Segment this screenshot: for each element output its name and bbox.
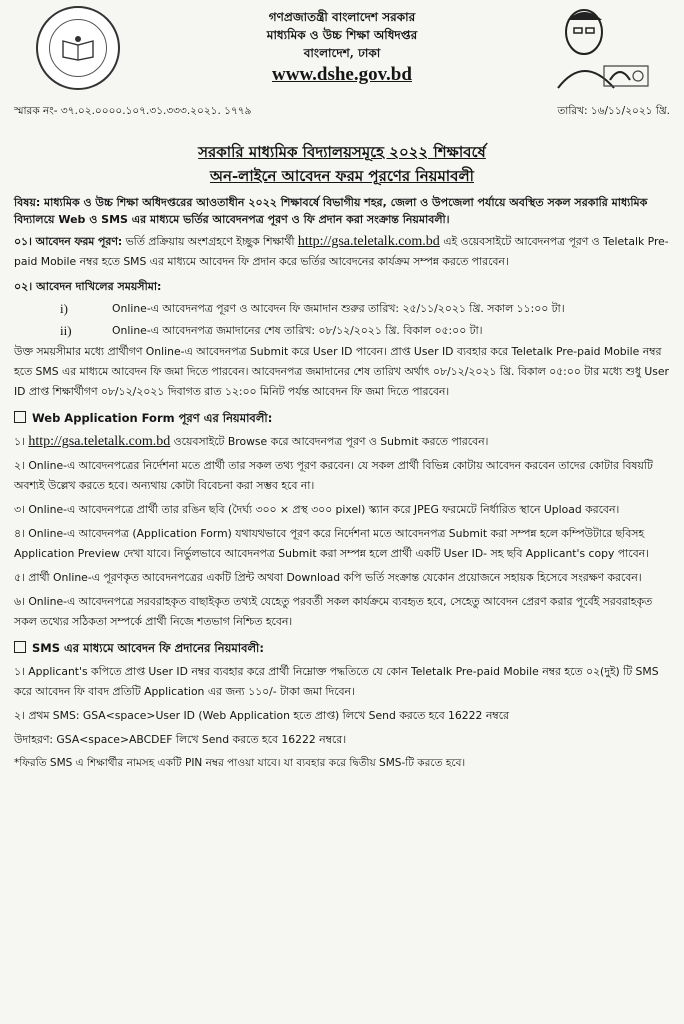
section-1 (14, 232, 670, 272)
title-line-2: অন-লাইনে আবেদন ফরম পূরণের নিয়মাবলী (210, 167, 474, 185)
section-1-text-a: ভর্তি প্রক্রিয়ায় অংশগ্রহণে ইচ্ছুক শিক্ষার্থী (125, 235, 295, 248)
memo-number: স্মারক নং- ৩৭.০২.০০০০.১০৭.৩১.৩৩৩.২০২১. ১৭৭৯ (14, 105, 252, 117)
org-line-3: বাংলাদেশ, ঢাকা (303, 46, 381, 60)
web-rule-6: ৬। Online-এ আবেদনপত্রে সরবরাহকৃত বাছাইকৃত তথ্যই যেহেতু পরবর্তী সকল কার্যক্রমে ব্যবহৃত হবে, সেহেতু আবেদন প্রেরণ করার পূর্বেই সরবরাহকৃত সকল তথ্যের সঠিকতা সম্পর্কে প্রার্থী নিজে শতভাগ নিশ্চিত হবেন। (14, 595, 653, 628)
web-rule-1 (14, 432, 670, 452)
web-rules-heading (14, 408, 670, 428)
org-line-1: গণপ্রজাতন্ত্রী বাংলাদেশ সরকার (268, 10, 416, 24)
deadline-item (14, 298, 670, 320)
sms-rule-2b: উদাহরণ: GSA<space>ABCDEF লিখে Send করতে হবে 16222 নম্বরে। (14, 733, 347, 746)
web-rule-5: ৫। প্রার্থী Online-এ পূরণকৃত আবেদনপত্রের একটি প্রিন্ট অথবা Download কপি ভর্তি সংক্রান্ত যেকোন প্রয়োজনে সহায়ক হিসেবে সংরক্ষণ করবেন। (14, 571, 642, 584)
memo-date: তারিখ: ১৬/১১/২০২১ খ্রি. (557, 105, 670, 117)
letterhead (14, 0, 670, 100)
web-rules-heading-text: Web Application Form পূরণ এর নিয়মাবলী: (32, 411, 273, 425)
web-rule-1-number: ১। (14, 435, 25, 448)
sms-rules-heading (14, 638, 670, 658)
web-rule-3: ৩। Online-এ আবেদনপত্রে প্রার্থী তার রঙিন ছবি (দৈর্ঘ্য ৩০০ × প্রস্থ ৩০০ pixel) স্ক্যান করে JPEG ফরমেটে নির্ধারিত স্থানে Upload করবেন। (14, 503, 620, 516)
web-rule-1-text: ওয়েবসাইটে Browse করে আবেদনপত্র পূরণ ও Submit করতে পারবেন। (173, 435, 489, 448)
notice-title (14, 140, 670, 188)
web-rule-4: ৪। Online-এ আবেদনপত্র (Application Form) যথাযথভাবে পূরণ করে নির্দেশনা মতে আবেদনপত্র Submit করা সম্পন্ন হলে কম্পিউটারে ছবিসহ Application Preview দেখা যাবে। নির্ভুলভাবে আবেদনপত্র Submit করা সম্পন্ন হলে প্রার্থী একটি User ID- সহ ছবি Applicant's copy পাবেন। (14, 527, 649, 560)
org-line-2: মাধ্যমিক ও উচ্চ শিক্ষা অধিদপ্তর (266, 28, 418, 42)
checkbox-icon (14, 411, 26, 423)
section-2-label: ০২। আবেদন দাখিলের সময়সীমা: (14, 280, 162, 293)
deadline-item-number: ii) (60, 323, 72, 338)
pin-note: *ফিরতি SMS এ শিক্ষার্থীর নামসহ একটি PIN নম্বর পাওয়া যাবে। যা ব্যবহার করে দ্বিতীয় SMS-টি করতে হবে। (14, 757, 466, 769)
section-1-text-b: এই ওয়েবসাইটে আবেদনপত্র পূরণ ও Teletalk Pre-paid Mobile নম্বর হতে SMS এর মাধ্যমে আবেদন ফি প্রদান করে ভর্তির আবেদনের কার্যক্রম সম্পন্ন করতে পারবেন। (14, 235, 669, 268)
web-rule-2: ২। Online-এ আবেদনপত্রের নির্দেশনা মতে প্রার্থী তার সকল তথ্য পূরণ করবেন। যে সকল প্রার্থী বিভিন্ন কোটায় আবেদন করবেন তাদের কোটার বিষয়টি অবশ্যই উল্লেখ করতে হবে। অন্যথায় কোটা বিবেচনা করা সম্ভব হবে না। (14, 459, 653, 492)
title-line-1: সরকারি মাধ্যমিক বিদ্যালয়সমূহে ২০২২ শিক্ষাবর্ষে (198, 143, 486, 161)
subject-line: বিষয়: মাধ্যমিক ও উচ্চ শিক্ষা অধিদপ্তরের আওতাধীন ২০২২ শিক্ষাবর্ষে বিভাগীয় শহর, জেলা ও উপজেলা পর্যায়ে অবস্থিত সকল সরকারি মাধ্যমিক বিদ্যালয়ে Web ও SMS এর মাধ্যমে ভর্তির আবেদনপত্র পূরণ ও ফি প্রদান করা সংক্রান্ত নিয়মাবলী। (14, 196, 648, 226)
deadline-item-text: Online-এ আবেদনপত্র জমাদানের শেষ তারিখ: ০৮/১২/২০২১ খ্রি. বিকাল ০৫:০০ টা। (112, 324, 483, 337)
checkbox-icon (14, 641, 26, 653)
deadline-item-number: i) (60, 301, 68, 316)
section-1-label: ০১। আবেদন ফরম পূরণ: (14, 235, 123, 248)
sms-rule-1: ১। Applicant's কপিতে প্রাপ্ত User ID নম্বর ব্যবহার করে প্রার্থী নিম্নোক্ত পদ্ধতিতে যে কোন Teletalk Pre-paid Mobile নম্বর হতে ০২(দুই) টি SMS করে আবেদন ফি বাবদ প্রতিটি Application এর জন্য ১১০/- টাকা জমা দিবেন। (14, 665, 659, 698)
gsa-link[interactable]: http://gsa.teletalk.com.bd (297, 234, 440, 249)
deadline-item (14, 320, 670, 342)
deadline-item-text: Online-এ আবেদনপত্র পূরণ ও আবেদন ফি জমাদান শুরুর তারিখ: ২৫/১১/২০২১ খ্রি. সকাল ১১:০০ টা। (112, 302, 565, 315)
gsa-link[interactable]: http://gsa.teletalk.com.bd (28, 434, 171, 449)
memo-row (14, 104, 670, 122)
section-2-paragraph: উক্ত সময়সীমার মধ্যে প্রার্থীগণ Online-এ আবেদনপত্র Submit করে User ID পাবেন। প্রাপ্ত User ID ব্যবহার করে Teletalk Pre-paid Mobile নম্বর হতে SMS এর মাধ্যমে আবেদন ফি জমা দিতে পারবেন। আবেদনপত্র জমাদানের শেষ তারিখ অর্থাৎ ০৮/১২/২০২১ খ্রি. বিকাল ০৫:০০ টার মধ্যে শুধু User ID প্রাপ্ত শিক্ষার্থীগণ ০৮/১২/২০২১ দিবাগত রাত ১২:০০ মিনিট পর্যন্ত আবেদন ফি জমা দিতে পারবেন। (14, 345, 669, 398)
sms-rule-2a: ২। প্রথম SMS: GSA<space>User ID (Web Application হতে প্রাপ্ত) লিখে Send করতে হবে 16222 নম্বরে (14, 709, 509, 722)
mujib-portrait-icon (544, 4, 654, 90)
sms-rules-heading-text: SMS এর মাধ্যমে আবেদন ফি প্রদানের নিয়মাবলী: (32, 641, 264, 655)
website-link[interactable]: www.dshe.gov.bd (272, 64, 412, 85)
